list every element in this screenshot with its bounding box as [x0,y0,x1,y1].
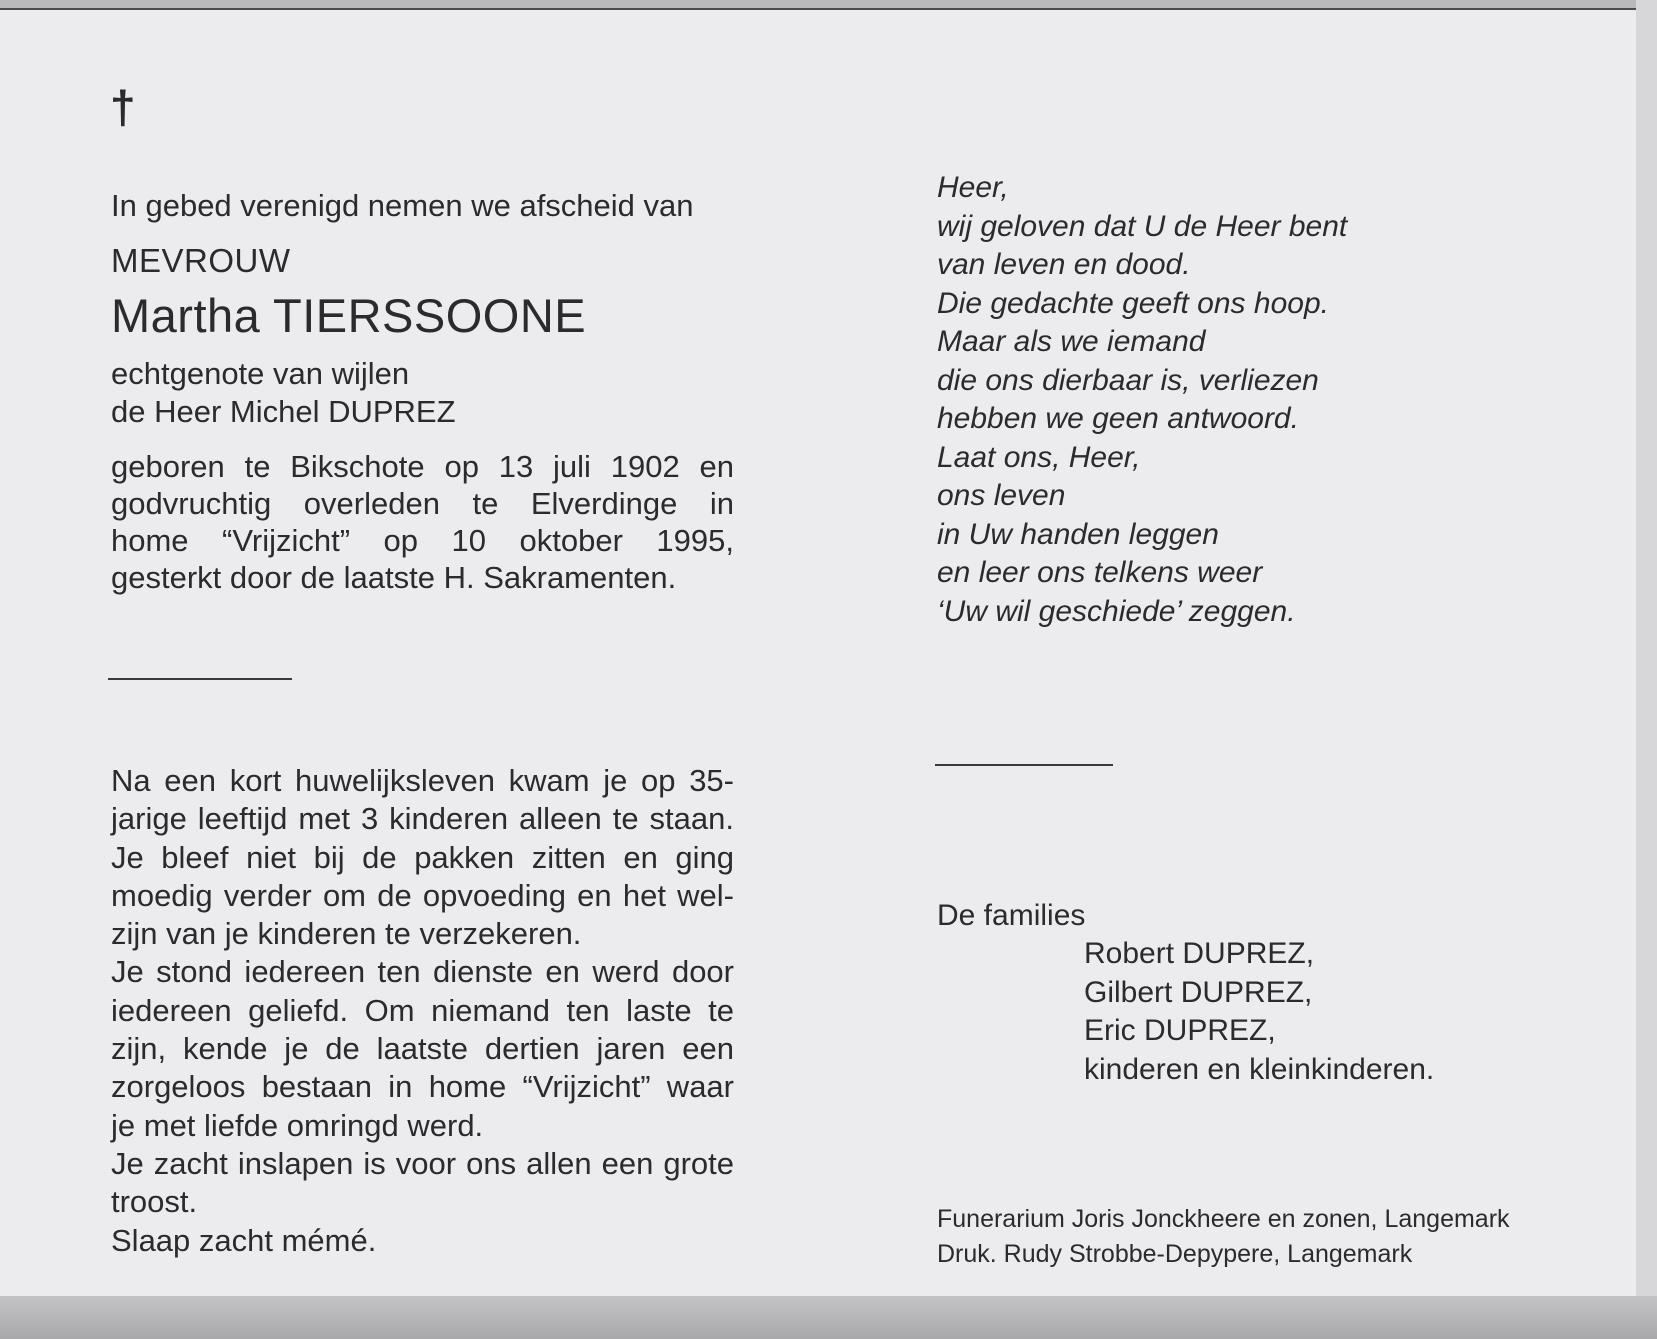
bio-line: moedig verder om de opvoeding en het wel- [111,877,734,913]
footer-line: Funerarium Joris Jonckheere en zonen, Langemark [937,1205,1510,1233]
bio-line: Je zacht inslapen is voor ons allen een grote [111,1145,734,1181]
bio-line: Je bleef niet bij de pakken zitten en ging [111,839,734,875]
memorial-card [0,8,1636,1298]
poem-line: Maar als we iemand [937,325,1206,358]
right-divider [935,764,1113,766]
spouse-line: de Heer Michel DUPREZ [111,394,456,429]
birth-line: gesterkt door de laatste H. Sakramenten. [111,560,677,595]
bio-line: iedereen geliefd. Om niemand ten laste te [111,992,734,1028]
poem-line: die ons dierbaar is, verliezen [937,363,1319,397]
spouse-line: echtgenote van wijlen [111,356,410,391]
cross-icon: † [110,81,136,133]
bio-line: je met liefde omringd werd. [111,1107,484,1143]
poem-line: ons leven [937,479,1066,512]
printer-footer [937,1202,1510,1272]
bio-line: troost. [111,1184,198,1220]
bio-line: zijn van je kinderen te verzekeren. [111,916,582,952]
families-heading: De families [937,899,1086,932]
poem-line: van leven en dood. [937,248,1191,281]
poem-line: en leer ons telkens weer [937,556,1263,589]
family-member: Robert DUPREZ, [1084,937,1315,970]
poem-line: ‘Uw wil geschiede’ zeggen. [937,594,1296,628]
left-divider [108,678,292,680]
prayer-poem [937,169,1347,631]
poem-line: Laat ons, Heer, [937,440,1141,474]
poem-line: in Uw handen leggen [937,517,1219,551]
birth-line: godvruchtig overleden te Elverdinge in [111,486,734,521]
families-list [1084,935,1434,1089]
birth-line: home “Vrijzicht” op 10 oktober 1995, [111,523,734,558]
bio-line: zijn, kende je de laatste dertien jaren een [111,1031,734,1067]
poem-line: hebben we geen antwoord. [937,402,1299,435]
bio-line: Na een kort huwelijksleven kwam je op 35- [111,763,734,798]
birth-death-block [111,448,734,596]
poem-line: wij geloven dat U de Heer bent [937,209,1348,243]
birth-line: geboren te Bikschote op 13 juli 1902 en [111,449,734,484]
bio-line: Je stond iedereen ten dienste en werd door [111,954,734,990]
family-member: Eric DUPREZ, [1084,1014,1276,1047]
scan-side-edge [1636,0,1657,1296]
poem-line: Heer, [937,171,1009,204]
bio-line: zorgeloos bestaan in home “Vrijzicht” waar [111,1069,734,1105]
bio-line: Slaap zacht mémé. [111,1222,377,1258]
footer-line: Druk. Rudy Strobbe-Depypere, Langemark [937,1240,1413,1268]
family-member: kinderen en kleinkinderen. [1084,1052,1435,1086]
scan-bottom-edge [0,1296,1657,1339]
poem-line: Die gedachte geeft ons hoop. [937,286,1329,320]
family-member: Gilbert DUPREZ, [1084,975,1313,1009]
intro-text: In gebed verenigd nemen we afscheid van [111,188,694,223]
biography-block [111,762,734,1260]
salutation: MEVROUW [111,242,291,279]
spouse-block [111,355,734,431]
deceased-name: Martha TIERSSOONE [111,289,587,342]
bio-line: jarige leeftijd met 3 kinderen alleen te staan. [111,801,734,837]
